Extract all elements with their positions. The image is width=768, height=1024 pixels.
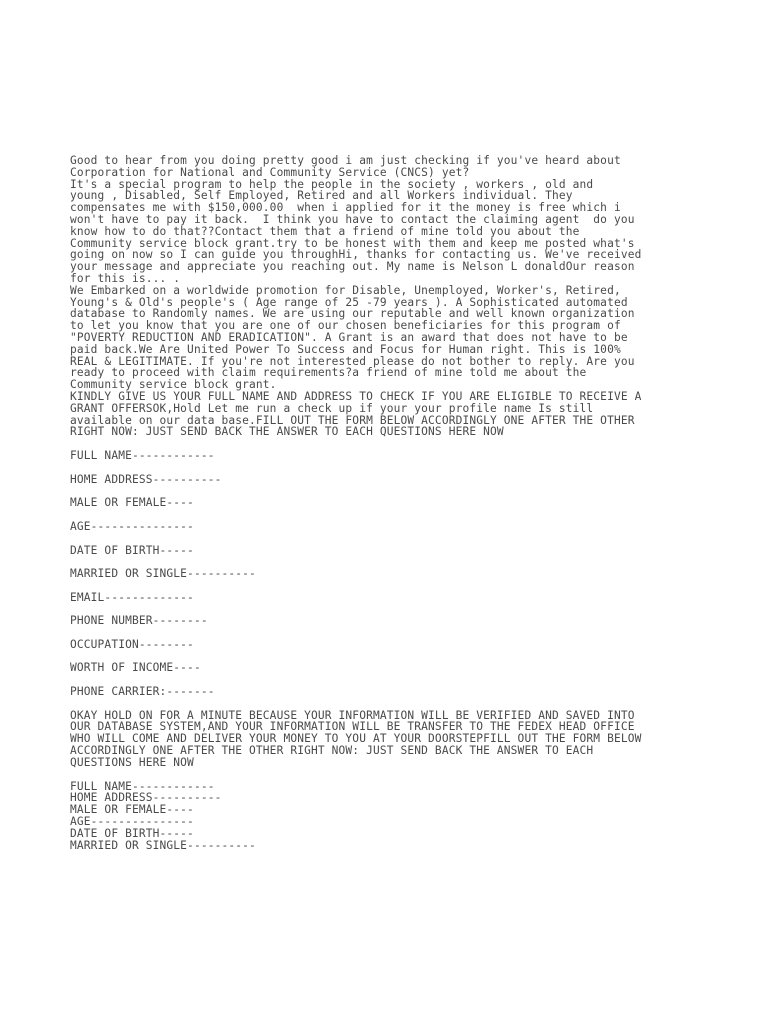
message-line: We Embarked on a worldwide promotion for Disable, Unemployed, Worker's, Retired, (70, 283, 621, 297)
message-line: going on now so I can guide you throughHi, thanks for contacting us. We've received (70, 248, 642, 262)
message-line: KINDLY GIVE US YOUR FULL NAME AND ADDRESS TO CHECK IF YOU ARE ELIGIBLE TO RECEIVE A (70, 389, 642, 403)
notice-line: ACCORDINGLY ONE AFTER THE OTHER RIGHT NOW: JUST SEND BACK THE ANSWER TO EACH (70, 744, 594, 758)
message-line: "POVERTY REDUCTION AND ERADICATION". A Grant is an award that does not have to be (70, 330, 628, 344)
notice-line: OKAY HOLD ON FOR A MINUTE BECAUSE YOUR INFORMATION WILL BE VERIFIED AND SAVED INTO (70, 708, 635, 722)
form-field-age: AGE--------------- (70, 815, 194, 829)
form-field-gender: MALE OR FEMALE---- (70, 496, 194, 510)
form-field-phone-number: PHONE NUMBER-------- (70, 614, 208, 628)
document-page (70, 155, 696, 851)
form-field-home-address: HOME ADDRESS---------- (70, 472, 222, 486)
form-field-full-name: FULL NAME------------ (70, 779, 215, 793)
form-field-marital-status: MARRIED OR SINGLE---------- (70, 838, 256, 852)
notice-line: WHO WILL COME AND DELIVER YOUR MONEY TO YOU AT YOUR DOORSTEPFILL OUT THE FORM BELOW (70, 732, 642, 746)
form-field-full-name: FULL NAME------------ (70, 449, 215, 463)
message-line: Corporation for National and Community Service (CNCS) yet? (70, 165, 470, 179)
notice-paragraph (70, 710, 696, 769)
message-line: compensates me with $150,000.00 when i applied for it the money is free which i (70, 201, 621, 215)
form-field-gender: MALE OR FEMALE---- (70, 803, 194, 817)
message-line: database to Randomly names. We are using our reputable and well known organization (70, 307, 635, 321)
message-line: young , Disabled, Self Employed, Retired and all Workers individual. They (70, 189, 573, 203)
form-field-income: WORTH OF INCOME---- (70, 661, 201, 675)
message-line: available on our data base.FILL OUT THE FORM BELOW ACCORDINGLY ONE AFTER THE OTHER (70, 413, 635, 427)
form-compact (70, 781, 696, 852)
message-body (70, 155, 696, 438)
message-line: ready to proceed with claim requirements?a friend of mine told me about the (70, 366, 587, 380)
message-line: REAL & LEGITIMATE. If you're not interested please do not bother to reply. Are you (70, 354, 635, 368)
message-line: Community service block grant. (70, 378, 277, 392)
form-field-phone-carrier: PHONE CARRIER:------- (70, 685, 215, 699)
message-line: RIGHT NOW: JUST SEND BACK THE ANSWER TO EACH QUESTIONS HERE NOW (70, 425, 504, 439)
message-line: Good to hear from you doing pretty good i am just checking if you've heard about (70, 154, 621, 167)
form-field-email: EMAIL------------- (70, 590, 194, 604)
message-line: Community service block grant.try to be honest with them and keep me posted what's (70, 236, 635, 250)
message-line: won't have to pay it back. I think you have to contact the claiming agent do you (70, 212, 635, 226)
form-field-age: AGE--------------- (70, 519, 194, 533)
message-line: GRANT OFFERSOK,Hold Let me run a check up if your your profile name Is still (70, 401, 594, 415)
form-field-occupation: OCCUPATION-------- (70, 637, 194, 651)
form-field-home-address: HOME ADDRESS---------- (70, 791, 222, 805)
message-line: for this is... . (70, 271, 181, 285)
form-field-date-of-birth: DATE OF BIRTH----- (70, 543, 194, 557)
form-spaced (70, 450, 696, 698)
notice-line: QUESTIONS HERE NOW (70, 755, 194, 769)
message-line: It's a special program to help the people in the society , workers , old and (70, 177, 594, 191)
message-line: paid back.We Are United Power To Success and Focus for Human right. This is 100% (70, 342, 621, 356)
message-line: to let you know that you are one of our chosen beneficiaries for this program of (70, 319, 621, 333)
form-field-marital-status: MARRIED OR SINGLE---------- (70, 567, 256, 581)
form-field-date-of-birth: DATE OF BIRTH----- (70, 826, 194, 840)
message-line: your message and appreciate you reaching out. My name is Nelson L donaldOur reason (70, 260, 635, 274)
message-line: know how to do that??Contact them that a friend of mine told you about the (70, 224, 580, 238)
notice-line: OUR DATABASE SYSTEM,AND YOUR INFORMATION WILL BE TRANSFER TO THE FEDEX HEAD OFFICE (70, 720, 635, 734)
message-line: Young's & Old's people's ( Age range of 25 -79 years ). A Sophisticated automated (70, 295, 628, 309)
